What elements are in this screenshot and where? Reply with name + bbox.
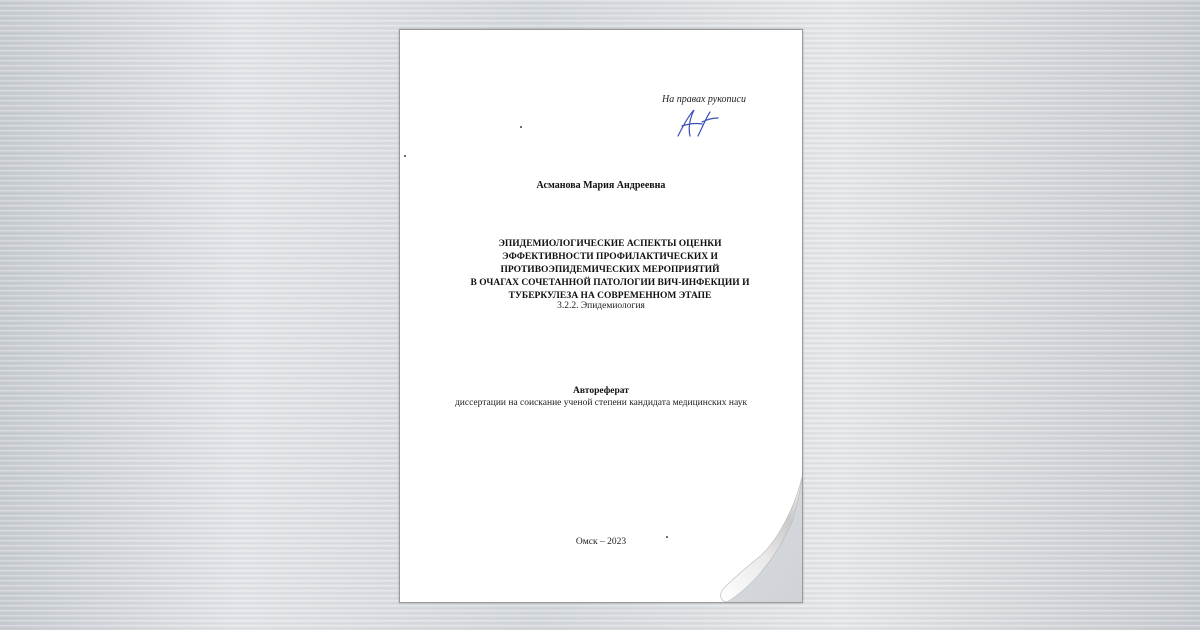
author-name: Асманова Мария Андреевна xyxy=(536,180,666,191)
title-line: ЭПИДЕМИОЛОГИЧЕСКИЕ АСПЕКТЫ ОЦЕНКИ xyxy=(498,239,722,249)
document-type: Автореферат xyxy=(573,386,629,396)
title-line: ЭФФЕКТИВНОСТИ ПРОФИЛАКТИЧЕСКИХ И xyxy=(502,252,718,262)
page-curl-icon xyxy=(707,477,802,602)
speck xyxy=(404,155,406,157)
title-line: ПРОТИВОЭПИДЕМИЧЕСКИХ МЕРОПРИЯТИЙ xyxy=(500,265,720,275)
speck xyxy=(666,536,668,538)
signature-icon xyxy=(672,106,720,142)
title-line: В ОЧАГАХ СОЧЕТАННОЙ ПАТОЛОГИИ ВИЧ-ИНФЕКЦИИ И xyxy=(470,278,750,288)
speck xyxy=(520,126,522,128)
specialty-code: 3.2.2. Эпидемиология xyxy=(557,301,645,311)
document-description: диссертации на соискание ученой степени кандидата медицинских наук xyxy=(454,398,748,408)
place-and-year: Омск – 2023 xyxy=(575,537,627,547)
dissertation-title xyxy=(460,238,760,303)
title-line: ТУБЕРКУЛЕЗА НА СОВРЕМЕННОМ ЭТАПЕ xyxy=(508,291,712,301)
rights-note: На правах рукописи xyxy=(662,94,746,105)
document-page xyxy=(399,29,803,603)
